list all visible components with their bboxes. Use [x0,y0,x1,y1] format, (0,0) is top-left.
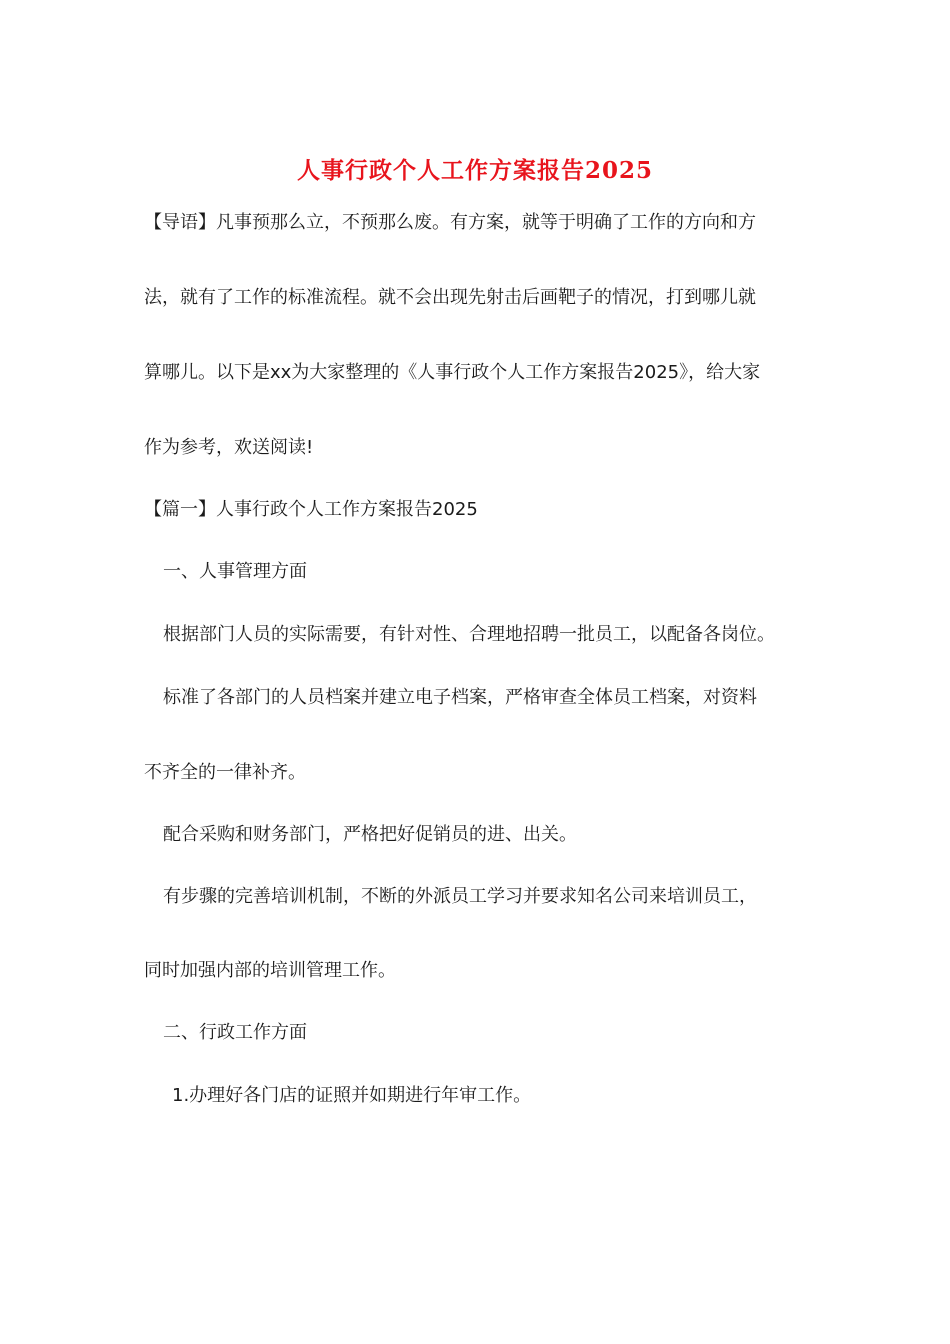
paragraph-archives-line-1: 标准了各部门的人员档案并建立电子档案，严格审查全体员工档案，对资料 [163,687,757,708]
paragraph-procurement: 配合采购和财务部门，严格把好促销员的进、出关。 [163,824,577,845]
intro-line-4: 作为参考，欢送阅读! [144,437,314,458]
intro-line-3: 算哪儿。以下是xx为大家整理的《人事行政个人工作方案报告2025》，给大家 [144,362,761,383]
paragraph-training-line-2: 同时加强内部的培训管理工作。 [144,960,396,981]
intro-line-2: 法，就有了工作的标准流程。就不会出现先射击后画靶子的情况，打到哪儿就 [144,287,756,308]
list-item-licenses: 1.办理好各门店的证照并如期进行年审工作。 [172,1085,532,1106]
subheading-hr-management: 一、人事管理方面 [163,561,307,582]
intro-line-1: 【导语】凡事预那么立，不预那么废。有方案，就等于明确了工作的方向和方 [144,212,756,233]
section-heading-part-one: 【篇一】人事行政个人工作方案报告2025 [144,499,478,520]
document-title: 人事行政个人工作方案报告2025 [296,157,653,184]
paragraph-recruitment: 根据部门人员的实际需要，有针对性、合理地招聘一批员工，以配备各岗位。 [163,624,775,645]
paragraph-archives-line-2: 不齐全的一律补齐。 [144,762,306,783]
subheading-admin-work: 二、行政工作方面 [163,1022,307,1043]
paragraph-training-line-1: 有步骤的完善培训机制，不断的外派员工学习并要求知名公司来培训员工， [163,886,757,907]
